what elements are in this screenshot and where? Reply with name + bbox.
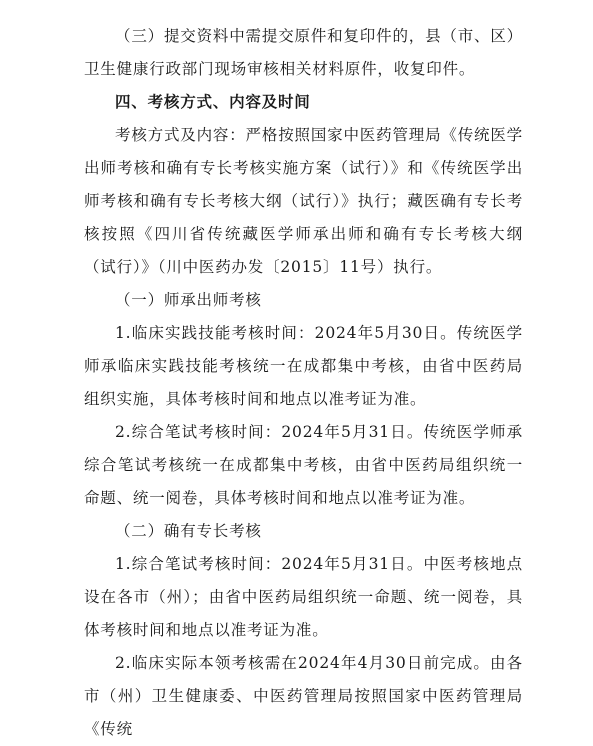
paragraph-clinical-ability-assessment: 2.临床实际本领考核需在2024年4月30日前完成。由各市（州）卫生健康委、中医药管理局按照国家中医药管理局《传统 <box>84 654 523 738</box>
paragraph-expertise-written-exam: 1.综合笔试考核时间：2024年5月31日。中医考核地点设在各市（州）；由省中医药局组织统一命题、统一阅卷，具体考核时间和地点以准考证为准。 <box>84 555 523 639</box>
paragraph-assessment-method: 考核方式及内容：严格按照国家中医药管理局《传统医学出师考核和确有专长考核实施方案（试行）》和《传统医学出师考核和确有专长考核大纲（试行）》执行；藏医确有专长考核按照《四川省传统藏医学师承出师和确有专长考核大纲（试行）》（川中医药办发〔2015〕11号）执行。 <box>84 126 523 276</box>
subheading-apprentice-assessment: （一）师承出师考核 <box>115 291 262 309</box>
paragraph-written-exam-time: 2.综合笔试考核时间：2024年5月31日。传统医学师承综合笔试考核统一在成都集中考核，由省中医药局组织统一命题、统一阅卷，具体考核时间和地点以准考证为准。 <box>84 423 523 507</box>
paragraph-submission-note: （三）提交资料中需提交原件和复印件的，县（市、区）卫生健康行政部门现场审核相关材料原件，收复印件。 <box>84 27 523 78</box>
paragraph-practical-skills-time: 1.临床实践技能考核时间：2024年5月30日。传统医学师承临床实践技能考核统一在成都集中考核，由省中医药局组织实施，具体考核时间和地点以准考证为准。 <box>84 324 523 408</box>
subheading-expertise-assessment: （二）确有专长考核 <box>115 522 262 540</box>
section-heading-assessment: 四、考核方式、内容及时间 <box>115 93 311 111</box>
